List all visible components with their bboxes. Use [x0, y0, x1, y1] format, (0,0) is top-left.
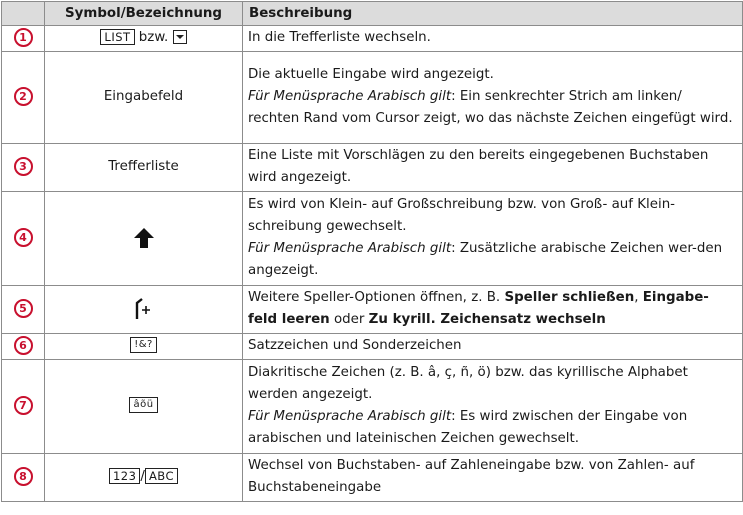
number-badge: 7 — [14, 396, 33, 415]
table-row — [2, 454, 743, 502]
header-description: Beschreibung — [243, 2, 743, 26]
special-chars-key: !&? — [130, 337, 157, 353]
number-badge: 5 — [14, 299, 33, 318]
header-symbol: Symbol/Bezeichnung — [45, 2, 243, 26]
number-badge: 6 — [14, 336, 33, 355]
speller-options-icon — [134, 297, 154, 321]
symbol-separator: bzw. — [134, 30, 173, 45]
table-row — [2, 334, 743, 360]
list-key: LIST — [100, 29, 134, 45]
description: Wechsel von Buchstaben- auf Zahleneingabe bzw. von Zahlen- auf Buchstabeneingabe — [243, 454, 743, 502]
number-badge: 3 — [14, 157, 33, 176]
symbol-label: Eingabefeld — [45, 52, 243, 144]
description: Satzzeichen und Sonderzeichen — [243, 334, 743, 360]
description: Es wird von Klein- auf Großschreibung bzw. von Groß- auf Klein-schreibung gewechselt. Für Menüsprache Arabisch gilt: Zusätzliche arabische Zeichen wer-den angezeigt. — [243, 192, 743, 286]
dropdown-icon — [173, 30, 187, 44]
numbers-key: 123 — [109, 468, 140, 484]
description: Eine Liste mit Vorschlägen zu den bereits eingegebenen Buchstaben wird angezeigt. — [243, 144, 743, 192]
symbol-separator: / — [140, 469, 145, 484]
description: Die aktuelle Eingabe wird angezeigt. Für Menüsprache Arabisch gilt: Ein senkrechter Strich am linken/ rechten Rand vom Cursor zeigt, wo das nächste Zeichen eingefügt wird. — [243, 52, 743, 144]
number-badge: 8 — [14, 467, 33, 486]
table-header-row — [2, 2, 743, 26]
number-badge: 4 — [14, 228, 33, 247]
symbol-table — [1, 1, 743, 502]
table-row — [2, 360, 743, 454]
description: Diakritische Zeichen (z. B. â, ç, ñ, ö) bzw. das kyrillische Alphabet werden angezeigt. Für Menüsprache Arabisch gilt: Es wird zwischen der Eingabe von arabischen und lateinischen Zeichen gewechselt. — [243, 360, 743, 454]
header-cell-number — [2, 2, 45, 26]
description: In die Trefferliste wechseln. — [243, 26, 743, 52]
table-row — [2, 144, 743, 192]
diacritics-key: âõü — [129, 397, 157, 413]
shift-arrow-icon — [133, 227, 155, 249]
number-badge: 2 — [14, 87, 33, 106]
description: Weitere Speller-Optionen öffnen, z. B. Speller schließen, Eingabe-feld leeren oder Zu kyrill. Zeichensatz wechseln — [243, 286, 743, 334]
table-row — [2, 192, 743, 286]
letters-key: ABC — [145, 468, 178, 484]
table-row — [2, 52, 743, 144]
symbol-label: Trefferliste — [45, 144, 243, 192]
number-badge: 1 — [14, 28, 33, 47]
table-row — [2, 286, 743, 334]
table-row — [2, 26, 743, 52]
